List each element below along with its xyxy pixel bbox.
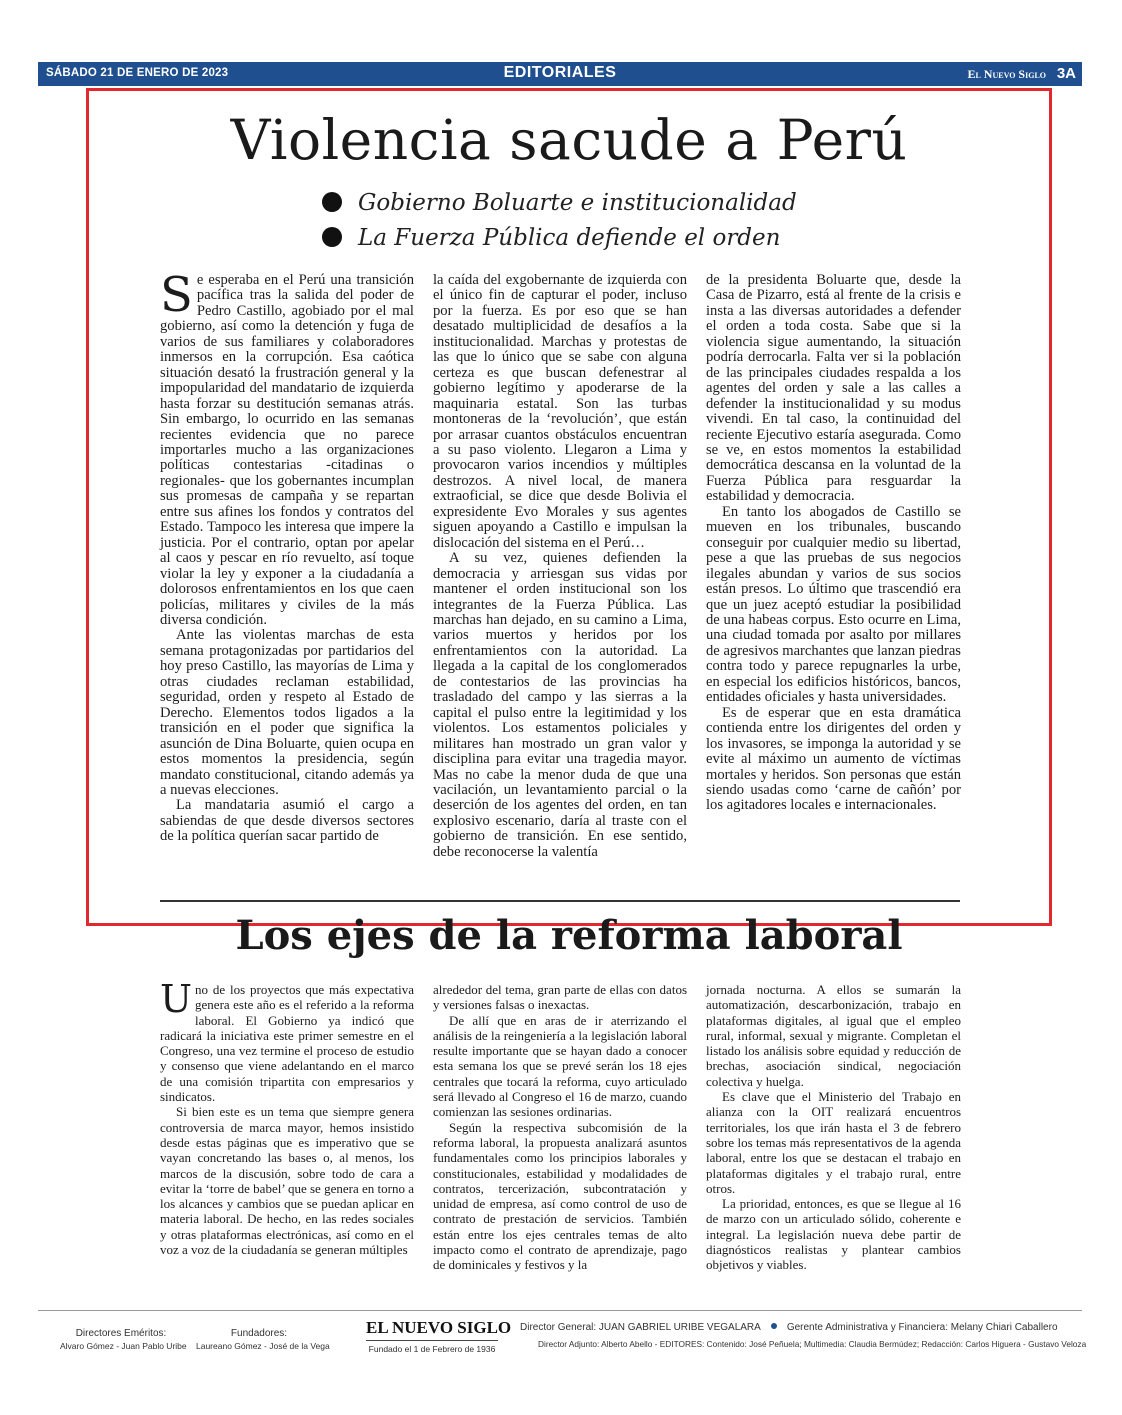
paragraph: la caída del exgobernante de izquierda con el único fin de capturar el poder, incluso por la fuerza. Es por eso que se han desatado multiplicidad de desafíos a la institucionalidad. Marchas y protestas de las que lo único que se sabe con alguna certeza es que buscan defenestrar al gobierno legítimo y apoderarse de la maquinaria estatal. Son las turbas montoneras de la ‘revolución’, que están por arrasar cuantos obstáculos encuentran a su paso violento. Llegaron a Lima y provocaron varios incendios y múltiples destrozos. A nivel local, de manera extraoficial, se dice que desde Bolivia el expresidente Evo Morales y sus agentes siguen apoyando a Castillo e impulsan la dislocación del sistema en el Perú…	[433, 272, 687, 551]
subhead-1-text: Gobierno Boluarte e institucionalidad	[358, 190, 797, 216]
article1-column-2	[433, 273, 687, 883]
drop-cap: U	[160, 977, 193, 1021]
section-name: EDITORIALES	[503, 64, 617, 81]
emeritus-names: Alvaro Gómez - Juan Pablo Uribe	[60, 1341, 187, 1351]
bullet-icon	[322, 192, 342, 212]
newspaper-logo: EL NUEVO SIGLO	[366, 1318, 498, 1341]
subhead-1	[322, 190, 797, 216]
paragraph: De allí que en aras de ir aterrizando el análisis de la reingeniería a la legislación laboral resulte importante que se hayan dado a conocer esta semana los que se prevé serán los 18 ejes centrales que tocará la reforma, cuyo articulado será llevado al Congreso el 16 de marzo, cuando comienzan las sesiones ordinarias.	[433, 1012, 687, 1120]
general-manager: Gerente Administrativa y Financiera: Melany Chiari Caballero	[786, 1322, 1058, 1333]
newspaper-name: El Nuevo Siglo	[967, 67, 1046, 81]
paragraph: Si bien este es un tema que siempre genera controversia de marca mayor, hemos insistido desde estas páginas que es imperativo que se vayan concretando las bases o, al menos, los marcos de la discusión, sobre todo de cara a evitar la ‘torre de babel’ que se genera en torno a los alcances y cambios que se puedan aplicar en materia laboral. De hecho, en las redes sociales y otras plataformas electrónicas, así como en el voz a voz de la ciudadanía se generan múltiples	[160, 1104, 414, 1258]
issue-date: SÁBADO 21 DE ENERO DE 2023	[46, 67, 229, 79]
bullet-icon	[322, 227, 342, 247]
footer-staff	[520, 1322, 1087, 1349]
section-header-bar	[38, 62, 1082, 86]
paragraph-text: no de los proyectos que más expectativa genera este año es el referido a la reforma laboral. El Gobierno ya indicó que radicará la iniciativa este primer semestre en el Congreso, una vez termine el proceso de estudio y consenso que viene adelantando en el marco de una comisión tripartita con empresarios y sindicatos.	[160, 982, 414, 1105]
footer-logo-block	[366, 1318, 512, 1354]
paragraph: Ante las violentas marchas de esta semana protagonizadas por partidarios del hoy preso Castillo, las mayorías de Lima y otras ciudades reclaman estabilidad, seguridad, orden y respeto al Estado de Derecho. Elementos todos ligados a la transición en el poder que significa la asunción de Dina Boluarte, quien ocupa en estos momentos la presidencia, según mandato constitucional, citando además ya a nuevas elecciones.	[160, 627, 414, 798]
divider	[160, 900, 960, 902]
article-title-reforma: Los ejes de la reforma laboral	[235, 912, 903, 959]
paragraph: La prioridad, entonces, es que se llegue al 16 de marzo con un articulado sólido, coherente e integral. La legislación nueva debe partir de diagnósticos realistas y plantear cambios objetivos y viables.	[706, 1196, 961, 1273]
subhead-2	[322, 225, 780, 251]
paragraph: A su vez, quienes defienden la democracia y arriesgan sus vidas por mantener el orden institucional son los integrantes de la Fuerza Pública. Las marchas han dejado, en su camino a Lima, varios muertos y heridos por los enfrentamientos con la autoridad. La llegada a la capital de los conglomerados de contestarios de las provincias ha trasladado del campo y las sierras a la capital el pulso entre la legitimidad y los violentos. Los estamentos policiales y militares han mostrado un gran valor y disciplina para evitar una tragedia mayor. Mas no cabe la menor duda de que una vacilación, un levantamiento parcial o la deserción de los agentes del orden, en tan explosivo escenario, daría al traste con el gobierno de transición. En ese sentido, debe reconocerse la valentía	[433, 550, 687, 860]
editors-list: Director Adjunto: Alberto Abello - EDITORES: Contenido: José Peñuela; Multimedia: Claudia Bermúdez; Redacción: Carlos Higuera - Gustavo Veloza	[538, 1339, 1087, 1349]
drop-cap: S	[160, 267, 193, 323]
article2-column-3	[706, 982, 961, 1282]
subhead-2-text: La Fuerza Pública defiende el orden	[358, 225, 781, 251]
footer-staff-row	[520, 1322, 1075, 1333]
paragraph	[160, 977, 414, 1105]
paragraph: Es de esperar que en esta dramática contienda entre los dirigentes del orden y los invasores, se imponga la autoridad y se evite al máximo un aumento de víctimas mortales y heridos. Son personas que están siendo usadas como ‘carne de cañón’ por los agitadores locales e internacionales.	[706, 704, 961, 814]
paragraph: jornada nocturna. A ellos se sumarán la automatización, descarbonización, trabajo en plataformas digitales, al igual que el empleo rural, informal, sexual y migrante. Completan el listado los análisis sobre equidad y reducción de brechas, asociación sindical, negociación colectiva y huelga.	[706, 982, 961, 1089]
paragraph: de la presidenta Boluarte que, desde la Casa de Pizarro, está al frente de la crisis e insta a las diversas autoridades a defender el orden a toda costa. Sabe que si la violencia sigue aumentando, la situación podría derrocarla. Falta ver si la población de las principales ciudades respalda a los agentes del orden y sale a las calles a defender la institucionalidad y su modus vivendi. En tal caso, la continuidad del reciente Ejecutivo estaría asegurada. Como se ve, en estos momentos la estabilidad democrática descansa en la voluntad de la Fuerza Pública para resguardar la estabilidad y democracia.	[706, 272, 961, 505]
paragraph	[160, 267, 414, 628]
paragraph: La mandataria asumió el cargo a sabiendas de que desde diversos sectores de la política querían sacar partido de	[160, 797, 414, 845]
paragraph: Es clave que el Ministerio del Trabajo en alianza con la OIT realizará encuentros territoriales, los que irán hasta el 3 de febrero sobre los temas más representativos de la agenda laboral, entre los que se destacan el trabajo en plataformas digitales y el trabajo rural, entre otros.	[706, 1089, 961, 1196]
article1-column-3	[706, 273, 961, 883]
paragraph-text: e esperaba en el Perú una transición pacífica tras la salida del poder de Pedro Castillo, agobiado por el mal gobierno, así como la detención y fuga de varios de sus familiares y colaboradores inmersos en la corrupción. Esa caótica situación desató la frustración general y la impopularidad del mandatario de izquierda hasta forzar su destitución semanas atrás. Sin embargo, lo ocurrido en las semanas recientes evidencia que no parece importarles mucho a las organizaciones políticas contestarias -citadinas o regionales- que los gobernantes incumplan sus promesas de campaña y se repartan entre sus afines los fondos y contratos del Estado. Tampoco les interesa que impere la justicia. Por el contrario, optan por apelar al caos y pescar en río revuelto, así toque violar la ley y exponer a la ciudadanía a dolorosos enfrentamientos en los que caen policías, militares y civiles de la más diversa condición.	[160, 272, 414, 628]
footer-emeritus	[60, 1328, 187, 1351]
founders-label: Fundadores:	[230, 1328, 288, 1339]
paragraph: En tanto los abogados de Castillo se mueven en los tribunales, buscando conseguir por cualquier medio su libertad, pese a que las pruebas de sus negocios ilegales abundan y varios de sus socios están presos. Lo último que trascendió era que un juez aceptó estudiar la posibilidad de una habeas corpus. Esto ocurre en Lima, una ciudad tomada por asalto por millares de agresivos marchantes que lanzan piedras contra todo y parece repugnarles la urbe, en especial los edificios históricos, bancos, entidades oficiales y hasta universidades.	[706, 503, 961, 706]
page-number: 3A	[1056, 65, 1076, 82]
paragraph: Según la respectiva subcomisión de la reforma laboral, la propuesta analizará asuntos fundamentales como los principios laborales y constitucionales, estabilidad y modalidades de contratos, tercerización, subcontratación y unidad de empresa, así como control de uso de contrato de prestación de servicios. También están entre los ejes centrales temas de alto impacto como el contrato de aprendizaje, pago de dominicales y festivos y la	[433, 1119, 687, 1273]
founded-date: Fundado el 1 de Febrero de 1936	[368, 1344, 496, 1354]
founders-names: Laureano Gómez - José de la Vega	[196, 1341, 330, 1351]
article1-column-1	[160, 267, 414, 883]
emeritus-label: Directores Eméritos:	[75, 1328, 167, 1339]
article-title-violencia: Violencia sacude a Perú	[230, 108, 908, 172]
director-general: Director General: JUAN GABRIEL URIBE VEGALARA	[520, 1322, 761, 1333]
footer-divider	[38, 1310, 1082, 1311]
article2-column-1	[160, 977, 414, 1282]
article2-column-2	[433, 982, 687, 1282]
bullet-icon	[771, 1323, 777, 1329]
footer-founders	[196, 1328, 330, 1351]
paragraph: alrededor del tema, gran parte de ellas con datos y versiones falsas o inexactas.	[433, 982, 687, 1013]
